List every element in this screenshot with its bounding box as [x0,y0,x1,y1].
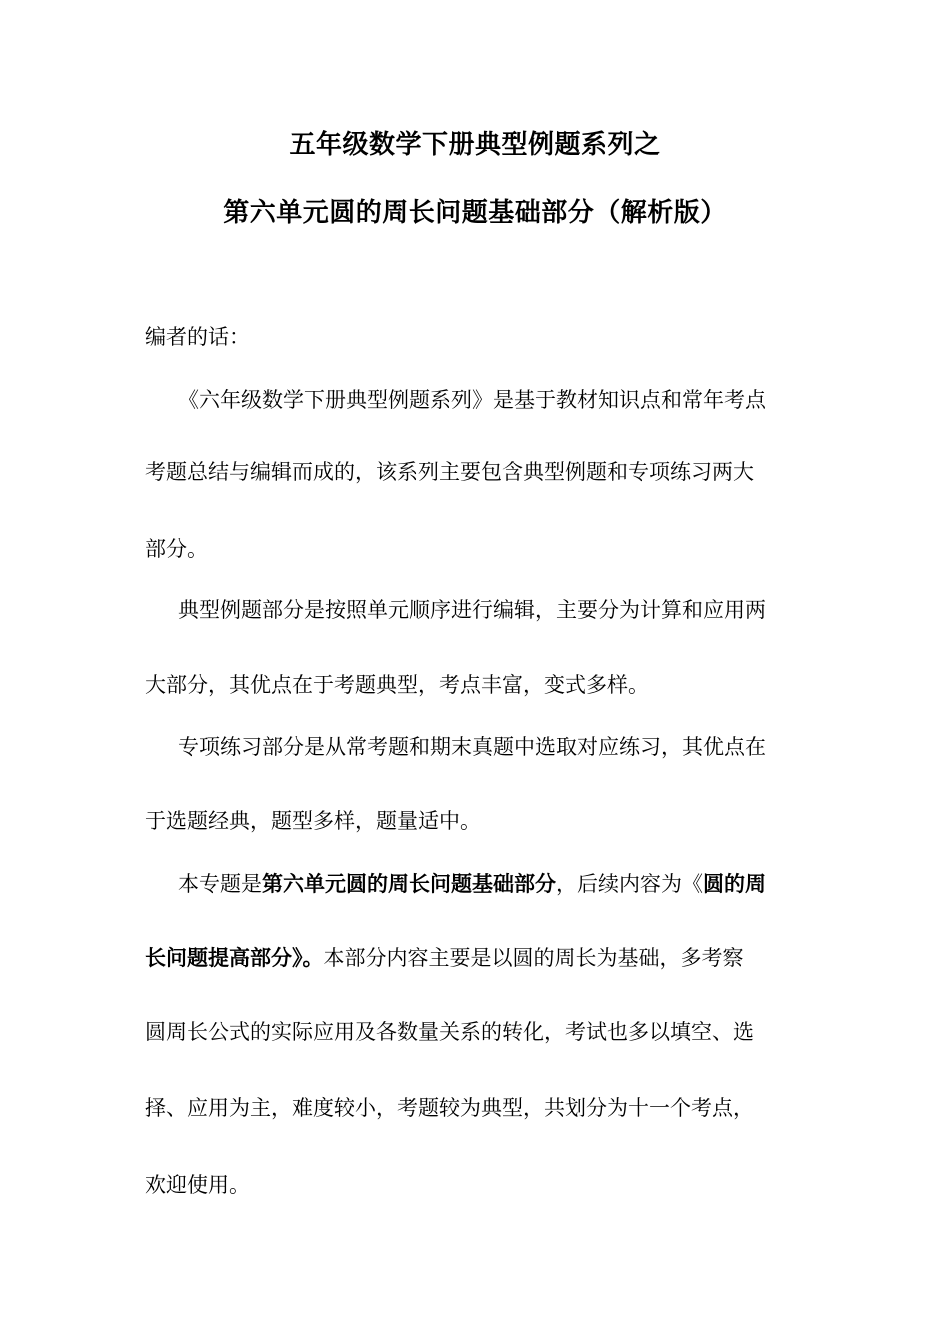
paragraph-4-line-5: 欢迎使用。 [145,1173,250,1197]
paragraph-4-line-3: 圆周长公式的实际应用及各数量关系的转化，考试也多以填空、选 [145,1020,754,1044]
paragraph-4-line-4: 择、应用为主，难度较小，考题较为典型，共划分为十一个考点， [145,1096,754,1120]
p4-bold-topic: 第六单元圆的周长问题基础部分 [262,872,556,896]
paragraph-1-line-2: 考题总结与编辑而成的，该系列主要包含典型例题和专项练习两大 [145,460,754,484]
p4-text: 本专题是 [178,872,262,896]
paragraph-2-line-1: 典型例题部分是按照单元顺序进行编辑，主要分为计算和应用两 [178,598,766,622]
p4-bold-next-topic: 圆的周 [703,872,766,896]
p4-bold-next-topic-cont: 长问题提高部分》。 [145,946,324,970]
p4-text: ，后续内容为《 [556,872,703,896]
title-line-1: 五年级数学下册典型例题系列之 [289,130,661,160]
editor-label: 编者的话： [145,325,250,349]
paragraph-4-line-1 [178,869,766,899]
paragraph-3-line-2: 于选题经典，题型多样，题量适中。 [145,809,481,833]
title-line-2: 第六单元圆的周长问题基础部分（解析版） [223,198,727,228]
paragraph-2-line-2: 大部分，其优点在于考题典型，考点丰富，变式多样。 [145,673,649,697]
paragraph-4-line-2 [145,943,744,973]
p4-text: 本部分内容主要是以圆的周长为基础，多考察 [323,946,744,970]
paragraph-3-line-1: 专项练习部分是从常考题和期末真题中选取对应练习，其优点在 [178,735,766,759]
paragraph-1-line-3: 部分。 [145,537,208,561]
paragraph-1-line-1: 《六年级数学下册典型例题系列》是基于教材知识点和常年考点 [178,388,766,412]
